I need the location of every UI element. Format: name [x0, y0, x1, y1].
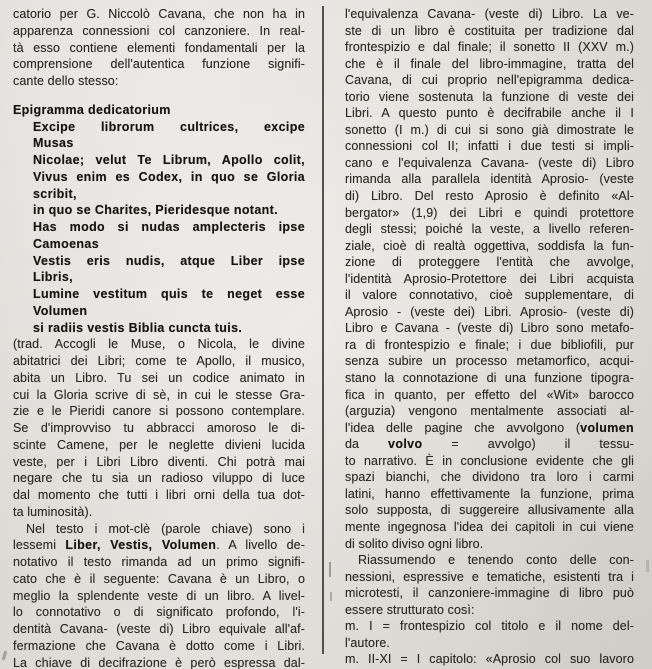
text-line: ta luminosità). [13, 504, 93, 519]
text-line: La chiave di decifrazione è però espressa dal- [13, 655, 305, 669]
scan-artifact [329, 562, 331, 577]
text-line: Nel testo i mot-clè (parole chiave) sono i [26, 521, 305, 536]
text-line: scinte Camene, per le neglette divieni lucida [13, 437, 305, 452]
text-line: fermazione che Cavana è dotto come i Libri. [13, 638, 305, 653]
text-line: solo supposta, di suggereire allusivamente alla [345, 503, 634, 518]
text-line: Vivus enim es Codex, in quo se Gloria [33, 169, 305, 184]
text-line: spazi bianchi, che dividono tra loro i carmi [345, 470, 634, 485]
text-line: frontespizio e dal finale; il sonetto II (XXV m.) [345, 40, 634, 55]
text-line: lo connotativo o di significato profondo, l'i- [13, 605, 305, 620]
text-line: da volvo = avvolgo) il tessu- [345, 437, 634, 452]
text-line: apparenza connessioni col canzoniere. In real- [13, 23, 305, 38]
text-line: rimanda alla parallela identità Aprosio- (veste [345, 172, 634, 187]
text-line: ste di un libro è costituita per tradizione dal [345, 23, 634, 38]
text-line: sonetto (I m.) di cui si sono già dimostrate le [345, 122, 634, 137]
text-line: ra di frontespizio e finale; i due bibliofili, pur [345, 337, 634, 352]
text-line: tà esso contiene elementi fondamentali per la [13, 40, 305, 55]
text-line: Musas [33, 136, 74, 151]
text-line: fica in quanto, per effetto del «Wit» barocco [345, 387, 634, 402]
text-line: scribit, [33, 186, 77, 201]
text-line: Epigramma dedicatorium [13, 102, 171, 117]
text-line: in quo se Charites, Pieridesque notant. [33, 203, 278, 218]
text-line: Excipe librorum cultrices, excipe [33, 119, 305, 134]
text-line: catorio per G. Niccolò Cavana, che non ha in [13, 7, 305, 21]
text-line: (arguzia) vengono mentalmente associati al- [345, 404, 634, 419]
text-line: Volumen [33, 303, 88, 318]
text-line: Cavana, di cui proprio nell'epigramma dedica- [345, 73, 634, 88]
text-line: il valore connotativo, cioè supplementare, di [345, 288, 634, 303]
text-line: Riassumendo e tenendo conto delle con- [358, 553, 634, 568]
text-line: l'idea delle pagine che avvolgono (volumen [345, 420, 634, 435]
text-line: si radiis vestis Biblia cuncta tuis. [33, 320, 243, 335]
text-line: bergator» (1,9) dei Libri e quindi protettore [345, 205, 634, 220]
text-line: dentità Cavana- (veste di) Libro equivale all'af- [13, 622, 305, 636]
text-line: di) Libro. Del resto Aprosio è definito «Al- [345, 189, 634, 204]
text-line: abitatrici dei Libri; come te Apollo, il musico, [13, 354, 305, 368]
text-line: latini, hanno effettivamente la funzione, prima [345, 486, 634, 501]
text-line: to narrativo. È in conclusione evidente che gli [345, 453, 634, 468]
text-line: l'equivalenza Cavana- (veste di) Libro. La ve- [345, 7, 634, 21]
scan-artifact [646, 560, 649, 572]
scan-artifact [2, 651, 8, 660]
text-line: l'identità Aprosio-Protettore dei Libri acquista [345, 271, 634, 286]
text-line: nessioni, espressive e tematiche, esistenti tra i [345, 569, 634, 584]
text-line: degli stessi; poiché la veste, a livello referen- [345, 222, 634, 237]
text-line: abita un Libro. Tu sei un codice animato in [13, 370, 305, 385]
text-line: senza subire un processo metamorfico, acqui- [345, 354, 634, 369]
text-line: ziale, cioè di realtà oggettiva, soddisfa la fun- [345, 238, 634, 253]
text-line: negare che tu sia un radioso viluppo di luce [13, 471, 305, 486]
text-line: notativo il testo rimanda ad un primo signifi- [13, 555, 305, 569]
text-line: Vestis eris nudis, atque Liber ipse [33, 253, 305, 268]
text-line: (trad. Accogli le Muse, o Nicola, le divine [13, 337, 305, 352]
text-line: zie e le Pieridi canore si possono contemplare. [13, 404, 305, 419]
text-line: veste, per i Libri Libro diventi. Chi potrà mai [13, 454, 305, 469]
text-line: cano e l'equivalenza Cavana- (veste di) Libro [345, 155, 634, 170]
text-line: m. I = frontespizio col titolo e il nome del- [345, 619, 634, 634]
text-line: che è il finale del libro-immagine, tratta del [345, 56, 634, 71]
text-line: mente ingegnosa l'idea dei capitoli in cui viene [345, 519, 634, 534]
text-line: Camoenas [33, 236, 100, 251]
text-line: Lumine vestitum quis te neget esse [33, 287, 305, 301]
text-line: essere strutturato così: [345, 602, 475, 617]
text-line: Libro e Cavana - (veste di) Libro sono metafo- [345, 321, 634, 336]
text-line: Has modo si nudas amplecteris ipse [33, 220, 305, 234]
text-line: Libris, [33, 270, 73, 285]
text-line: cui la Gloria scrive di sè, in cui le stesse Gra- [13, 387, 305, 402]
right-text-column [345, 6, 634, 669]
text-line: cato che è il seguente: Cavana è un Libro, o [13, 571, 305, 586]
text-line: m. II-XI = I capitolo: «Aprosio col suo lavoro [345, 652, 634, 667]
scan-artifact [330, 592, 332, 601]
text-line: cante dello stesso: [13, 74, 119, 88]
text-line: dal momento che tutti i libri orni della tua dot- [13, 488, 305, 502]
text-line: Libri. A questo punto è decifrabile anche il I [345, 106, 634, 121]
text-line: meglio la splendente veste di un libro. A livel- [13, 588, 305, 603]
text-line: connessioni col II; infatti i due testi si impli- [345, 139, 634, 154]
text-line: di solito diviso ogni libro. [345, 536, 484, 551]
text-line: Nicolae; velut Te Librum, Apollo colit, [33, 153, 305, 167]
text-line: l'autore. [345, 635, 390, 650]
text-line: microtesti, il canzoniere-immagine di libro può [345, 586, 634, 601]
text-line: lessemi Liber, Vestis, Volumen. A livello de- [13, 538, 305, 553]
text-line: Aprosio - (veste dei) Libri. Aprosio- (veste di) [345, 304, 634, 319]
text-line: torio viene sostenuta la funzione di veste dei [345, 89, 634, 104]
text-line: stano la connotazione di una funzione tipogra- [345, 371, 634, 386]
text-line: Se d'improvviso tu abbracci amoroso le di- [13, 421, 305, 435]
left-text-column [13, 6, 305, 669]
text-line: comprensione dell'autentica funzione signifi- [13, 57, 305, 72]
column-divider-line [322, 6, 324, 654]
text-line: zione di proteggere l'entità che avvolge, [345, 255, 634, 270]
